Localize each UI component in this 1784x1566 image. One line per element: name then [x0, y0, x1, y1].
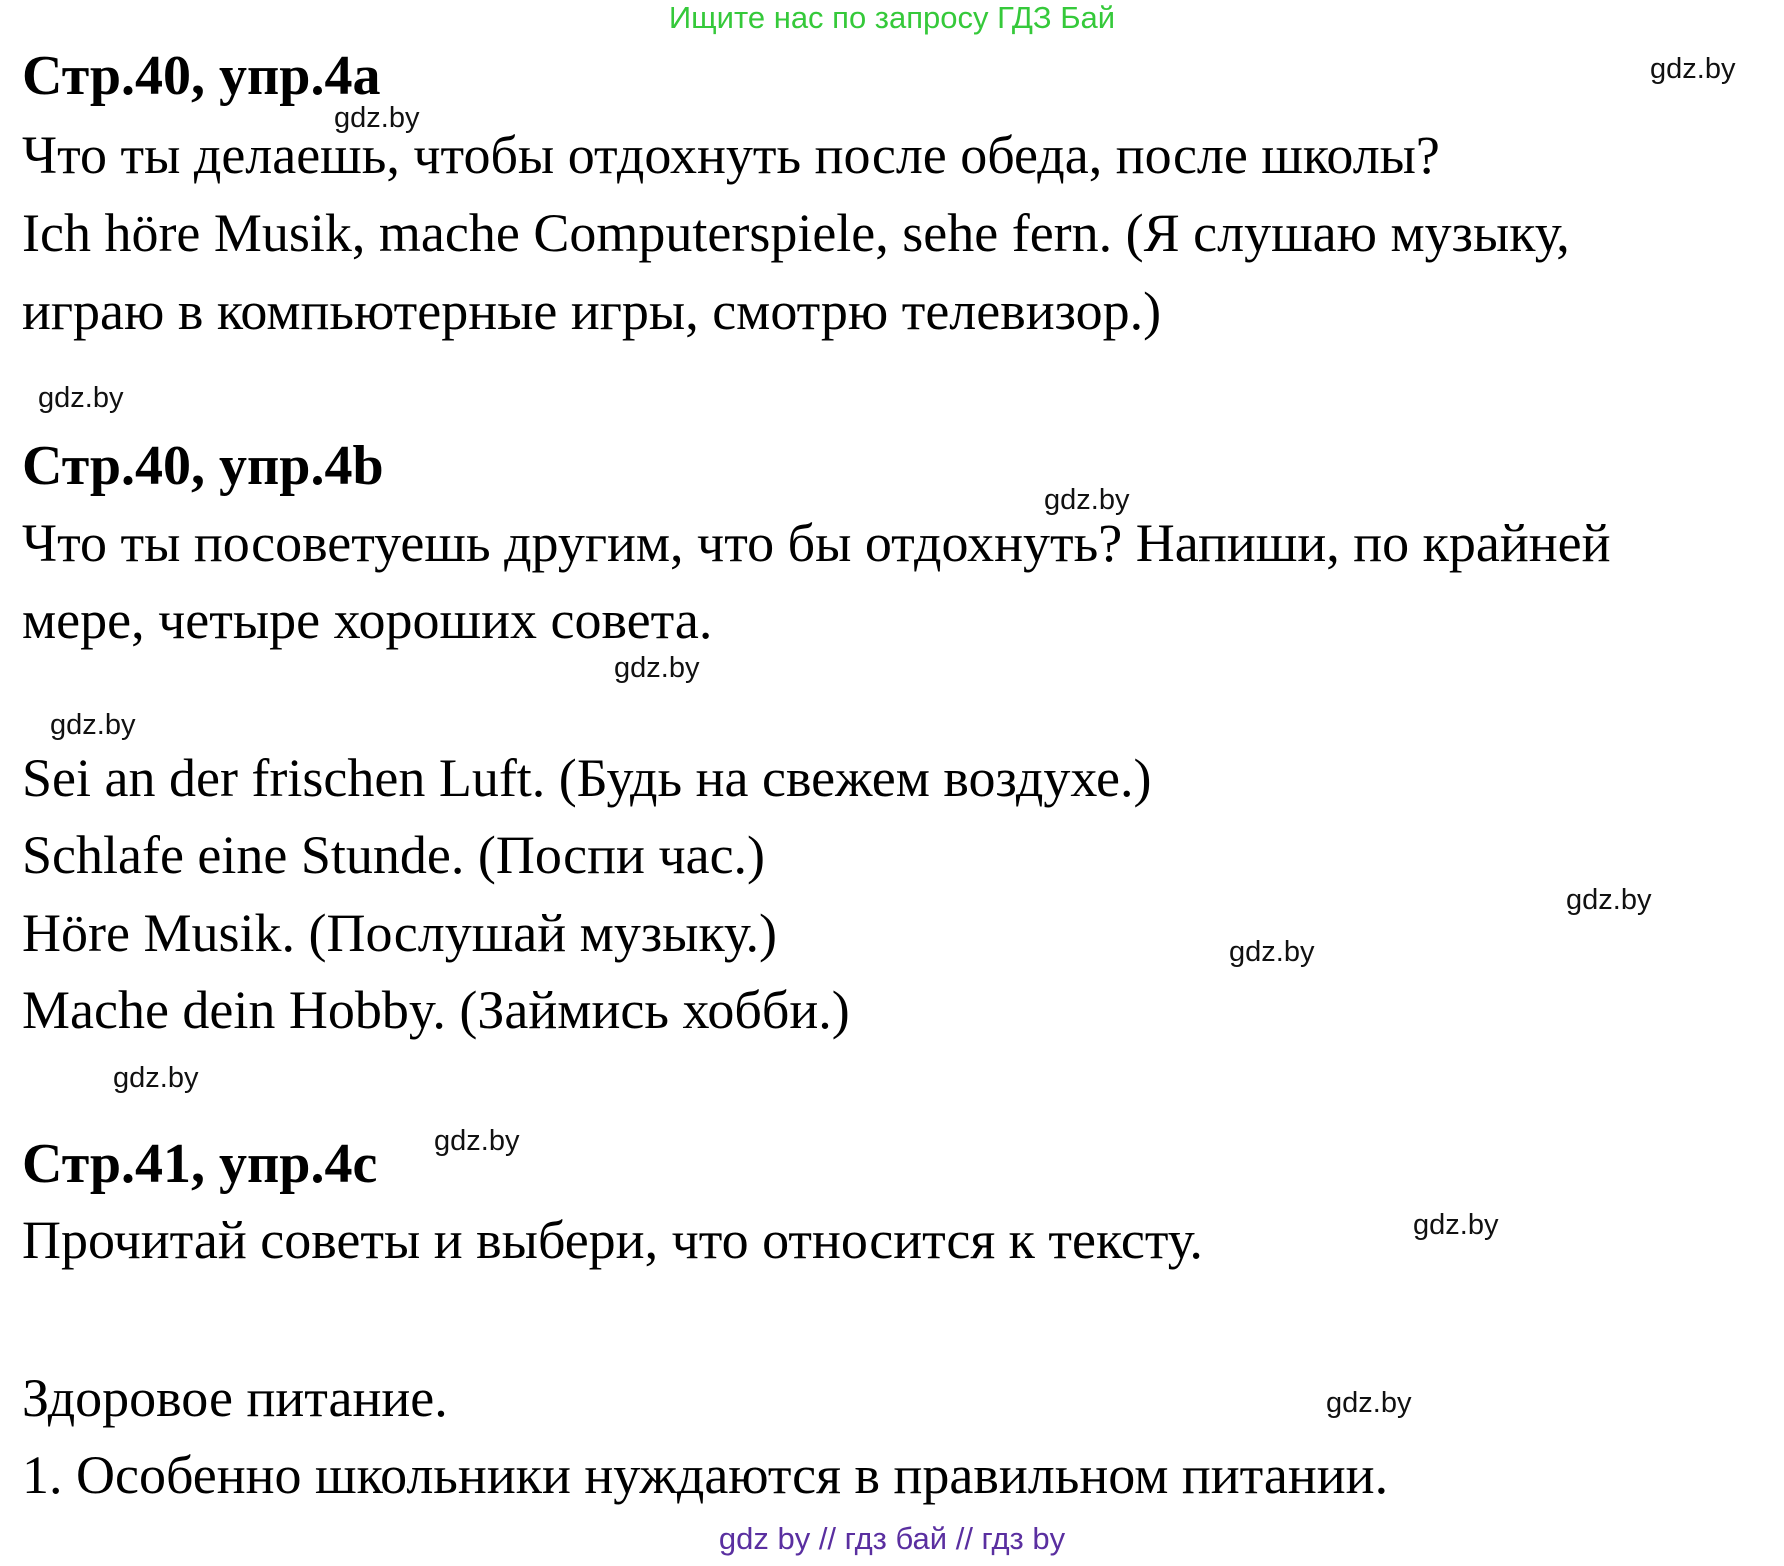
watermark: gdz.by: [334, 102, 420, 134]
watermark: gdz.by: [1566, 884, 1652, 916]
exercise-heading-4c: Стр.41, упр.4c: [22, 1133, 378, 1195]
advice-line-4: Mache dein Hobby. (Займись хобби.): [22, 980, 850, 1040]
advice-line-3: Höre Musik. (Послушай музыку.): [22, 903, 777, 963]
question-line-4b-1: Что ты посоветуешь другим, что бы отдохнуть? Напиши, по крайней: [22, 513, 1611, 573]
exercise-heading-4b: Стр.40, упр.4b: [22, 435, 384, 497]
advice-line-1: Sei an der frischen Luft. (Будь на свежем воздухе.): [22, 748, 1152, 808]
watermark: gdz.by: [1044, 484, 1130, 516]
watermark: gdz.by: [1229, 936, 1315, 968]
advice-line-2: Schlafe eine Stunde. (Поспи час.): [22, 825, 766, 885]
answer-line-4a-2: играю в компьютерные игры, смотрю телевизор.): [22, 281, 1162, 341]
watermark: gdz.by: [1413, 1209, 1499, 1241]
watermark: gdz.by: [1326, 1387, 1412, 1419]
watermark: gdz.by: [614, 652, 700, 684]
question-line-4b-2: мере, четыре хороших совета.: [22, 590, 713, 650]
watermark: gdz.by: [38, 382, 124, 414]
watermark: gdz.by: [434, 1125, 520, 1157]
question-line-4a: Что ты делаешь, чтобы отдохнуть после обеда, после школы?: [22, 125, 1440, 185]
watermark: gdz.by: [113, 1062, 199, 1094]
search-hint-banner: Ищите нас по запросу ГДЗ Бай: [668, 0, 1116, 35]
text-line-1: 1. Особенно школьники нуждаются в правильном питании.: [22, 1445, 1389, 1505]
watermark: gdz.by: [50, 709, 136, 741]
answer-line-4a-1: Ich höre Musik, mache Computerspiele, sehe fern. (Я слушаю музыку,: [22, 203, 1570, 263]
footer-watermark: gdz by // гдз бай // гдз by: [718, 1521, 1066, 1556]
watermark: gdz.by: [1650, 53, 1736, 85]
exercise-heading-4a: Стр.40, упр.4a: [22, 45, 381, 107]
text-title-line: Здоровое питание.: [22, 1368, 448, 1428]
question-line-4c: Прочитай советы и выбери, что относится к тексту.: [22, 1210, 1203, 1270]
